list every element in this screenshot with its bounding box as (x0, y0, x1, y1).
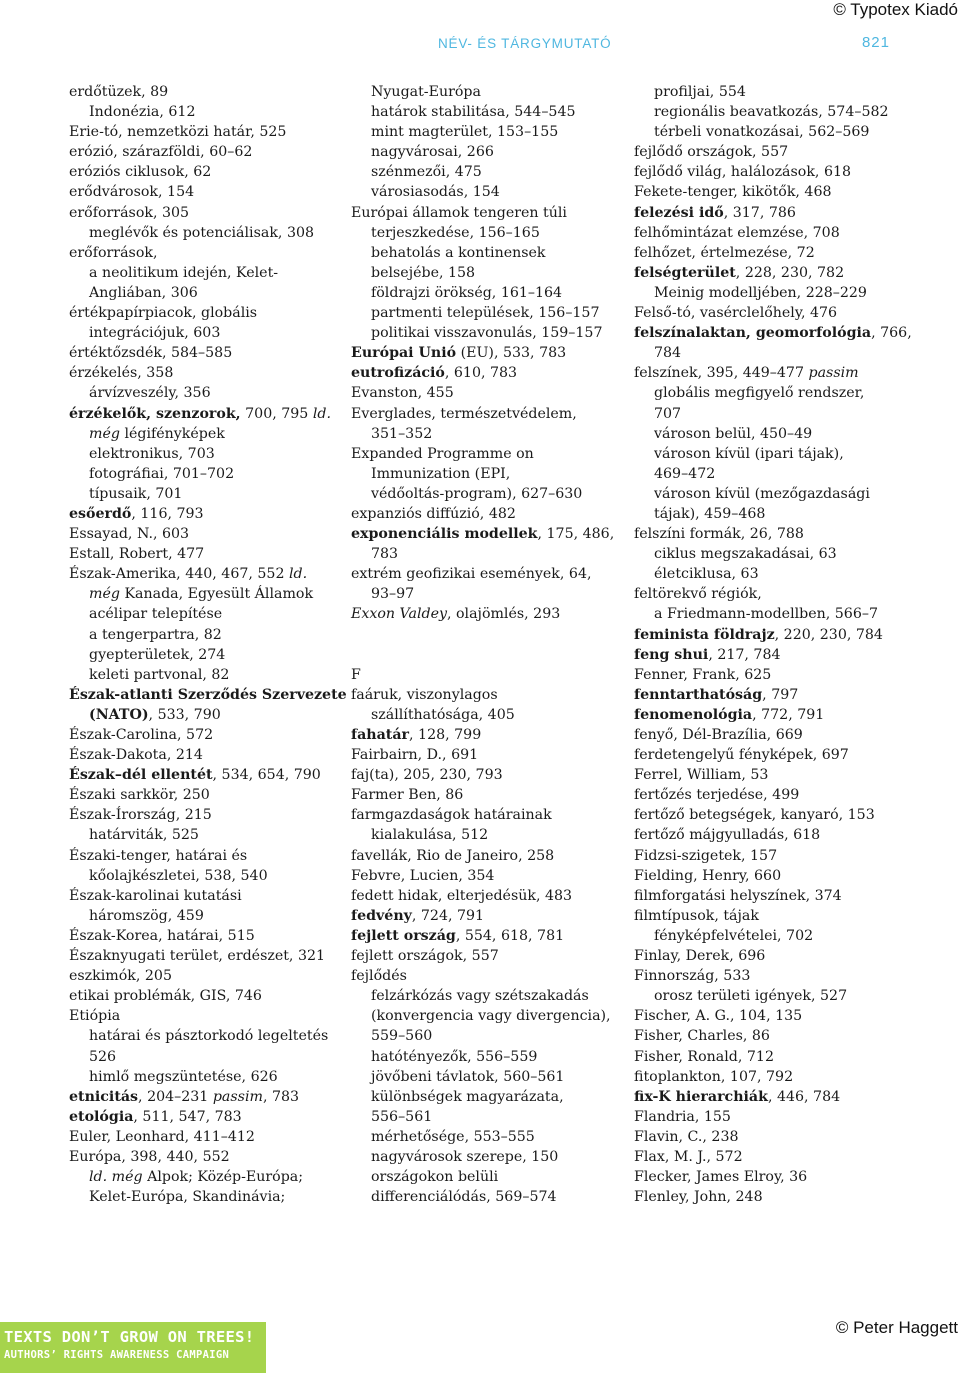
index-entry: Expanded Programme on (351, 445, 534, 462)
entry-text: , 175, 486, (537, 526, 615, 543)
index-subentry: partmenti települések, 156–157 (371, 305, 600, 322)
index-entry (351, 926, 616, 946)
index-entry (351, 906, 616, 926)
entry-text: , 128, 799 (409, 727, 482, 743)
index-entry: filmforgatási helyszínek, 374 (634, 887, 842, 904)
entry-text: etnicitás (69, 1088, 139, 1105)
index-entry: favellák, Rio de Janeiro, 258 (351, 847, 555, 864)
index-entry: Fisher, Ronald, 712 (634, 1048, 774, 1065)
index-entry (69, 404, 334, 424)
index-subentry: kialakulása, 512 (371, 827, 489, 844)
index-subentry (69, 705, 334, 725)
index-entry: fitoplankton, 107, 792 (634, 1068, 794, 1085)
entry-text: Észak–dél ellentét (69, 767, 213, 784)
index-subentry: felzárkózás vagy szétszakadás (371, 988, 589, 1005)
entry-text: (NATO) (89, 706, 149, 723)
index-entry: Finlay, Derek, 696 (634, 948, 766, 965)
index-subentry: különbségek magyarázata, (371, 1088, 564, 1105)
index-subentry: differenciálódás, 569–574 (371, 1189, 557, 1206)
entry-text: exponenciális modellek (351, 526, 538, 543)
entry-text: fenntarthatóság (634, 686, 763, 703)
entry-text: még (89, 425, 120, 442)
index-entry: eróziós ciklusok, 62 (69, 164, 212, 181)
index-entry: erdőtüzek, 89 (69, 84, 169, 100)
index-entry (351, 604, 616, 624)
index-entry: Észak-karolinai kutatási (69, 887, 242, 904)
index-subentry: (konvergencia vagy divergencia), (371, 1008, 611, 1025)
index-entry: Fekete-tenger, kikötők, 468 (634, 184, 832, 201)
index-subentry: gyepterületek, 274 (89, 646, 226, 663)
index-entry: felhőmintázat elemzése, 708 (634, 224, 840, 241)
page-number: 821 (861, 34, 890, 51)
index-entry: Flax, M. J., 572 (634, 1148, 743, 1165)
index-subentry: globális megfigyelő rendszer, (654, 385, 865, 402)
index-entry: expanziós diffúzió, 482 (351, 505, 516, 522)
entry-text: légifényképek (119, 425, 225, 442)
index-entry (69, 1087, 334, 1107)
index-subentry: 526 (89, 1048, 117, 1065)
entry-text: , 772, 791 (752, 706, 825, 723)
index-entry: Északnyugati terület, erdészet, 321 (69, 948, 326, 965)
index-column-2 (351, 82, 616, 1207)
entry-text: , 533, 790 (148, 706, 221, 723)
index-entry (634, 705, 899, 725)
entry-text: érzékelők, szenzorok, (69, 405, 241, 422)
index-subentry: határok stabilitása, 544–545 (371, 104, 576, 121)
index-subentry: típusaik, 701 (89, 485, 183, 502)
index-entry: Finnország, 533 (634, 968, 751, 985)
index-subentry: integrációjuk, 603 (89, 325, 221, 342)
index-subentry: a Friedmann-modellben, 566–7 (654, 606, 878, 623)
index-subentry: 783 (371, 546, 399, 563)
entry-text: , 766, (871, 325, 912, 342)
index-subentry: regionális beavatkozás, 574–582 (654, 104, 889, 121)
entry-text: felségterület (634, 264, 736, 281)
entry-text: , 797 (762, 686, 799, 703)
index-subentry: Nyugat-Európa (371, 84, 481, 100)
index-subentry: behatolás a kontinensek (371, 244, 546, 261)
index-entry (69, 765, 334, 785)
index-entry: Észak-Carolina, 572 (69, 727, 214, 743)
index-subentry: kőolajkészletei, 538, 540 (89, 867, 268, 884)
index-entry: Észak-Korea, határai, 515 (69, 927, 255, 944)
index-subentry: keleti partvonal, 82 (89, 666, 230, 683)
index-entry: értéktőzsdék, 584–585 (69, 345, 233, 362)
index-entry: Európai államok tengeren túli (351, 204, 567, 221)
index-entry: ferdetengelyű fényképek, 697 (634, 747, 849, 764)
entry-text: (EU), 533, 783 (456, 345, 567, 362)
running-head: NÉV- ÉS TÁRGYMUTATÓ (438, 36, 612, 51)
index-entry: Fidzsi-szigetek, 157 (634, 847, 778, 864)
index-entry: etikai problémák, GIS, 746 (69, 988, 262, 1005)
index-entry: fertőző májgyulladás, 618 (634, 827, 821, 844)
index-entry: erőforrások, (69, 244, 158, 261)
index-subentry: határviták, 525 (89, 827, 199, 844)
index-entry (69, 504, 334, 524)
index-entry: fertőző betegségek, kanyaró, 153 (634, 807, 875, 824)
index-subentry (69, 1167, 334, 1187)
index-subentry: 469–472 (654, 465, 716, 482)
entry-text: , 511, 547, 783 (133, 1108, 242, 1125)
entry-text: Alpok; Közép-Európa; (142, 1169, 304, 1186)
index-entry: erőforrások, 305 (69, 204, 190, 221)
index-entry (634, 203, 899, 223)
entry-text: , 204–231 (138, 1088, 213, 1105)
index-subentry: Meinig modelljében, 228–229 (654, 284, 867, 301)
index-entry: fedett hidak, elterjedésük, 483 (351, 887, 573, 904)
index-subentry (69, 424, 334, 444)
index-subentry: a tengerpartra, 82 (89, 626, 222, 643)
index-subentry: Immunization (EPI, (371, 465, 511, 482)
entry-text: fix-K hierarchiák (634, 1088, 768, 1105)
entry-text: ld. (312, 405, 331, 422)
entry-text: felszínalaktan, geomorfológia (634, 325, 872, 342)
index-entry: Estall, Robert, 477 (69, 546, 205, 563)
entry-text: , 783 (262, 1088, 300, 1105)
index-subentry: Angliában, 306 (89, 284, 198, 301)
index-subentry: földrajzi örökség, 161–164 (371, 284, 563, 301)
index-entry: fenyő, Dél-Brazília, 669 (634, 727, 803, 743)
index-subentry: jövőbeni távlatok, 560–561 (371, 1068, 565, 1085)
index-subentry: 707 (654, 405, 682, 422)
index-entry: Essayad, N., 603 (69, 526, 190, 543)
index-subentry: hatótényezők, 556–559 (371, 1048, 538, 1065)
index-entry (69, 685, 347, 705)
entry-text: eutrofizáció (351, 365, 445, 382)
banner-slogan: TEXTS DON’T GROW ON TREES! (4, 1328, 255, 1346)
index-subentry: a neolitikum idején, Kelet- (89, 264, 279, 281)
entry-text: ld. még (89, 1169, 143, 1186)
index-entry (351, 343, 616, 363)
index-entry: Farmer Ben, 86 (351, 787, 464, 804)
index-entry: Fenner, Frank, 625 (634, 666, 772, 683)
index-subentry (69, 584, 334, 604)
entry-text: feng shui (634, 646, 709, 663)
index-subentry: fényképfelvételei, 702 (654, 927, 814, 944)
index-subentry: himlő megszüntetése, 626 (89, 1068, 278, 1085)
index-subentry: Indonézia, 612 (89, 104, 196, 121)
index-subentry: városon kívül (mezőgazdasági (654, 485, 870, 502)
banner-subtitle: AUTHORS’ RIGHTS AWARENESS CAMPAIGN (4, 1349, 230, 1361)
index-entry: értékpapírpiacok, globális (69, 305, 258, 322)
entry-text: Észak-Amerika, 440, 467, 552 (69, 566, 289, 583)
entry-text: , 610, 783 (444, 365, 518, 382)
entry-text: Észak-atlanti Szerződés Szervezete (69, 686, 347, 703)
index-subentry: térbeli vonatkozásai, 562–569 (654, 124, 870, 141)
index-subentry: profiljai, 554 (654, 84, 746, 100)
index-entry: fejlődés (351, 968, 407, 985)
index-entry (634, 625, 899, 645)
index-entry (634, 323, 912, 343)
entry-text: esőerdő (69, 505, 132, 522)
entry-text: fedvény (351, 907, 412, 924)
index-entry: Észak-Írország, 215 (69, 807, 212, 824)
entry-text: etológia (69, 1108, 134, 1125)
entry-text: fejlett ország (351, 927, 456, 944)
entry-text: , 534, 654, 790 (212, 767, 321, 784)
index-entry: farmgazdaságok határainak (351, 807, 552, 824)
index-subentry: mint magterület, 153–155 (371, 124, 559, 141)
author-copyright: © Peter Haggett (835, 1318, 958, 1337)
entry-text: , olajömlés, 293 (446, 606, 561, 623)
index-entry (634, 263, 899, 283)
index-subentry: politikai visszavonulás, 159–157 (371, 325, 603, 342)
index-entry: Ferrel, William, 53 (634, 767, 769, 784)
entry-text: még (89, 586, 120, 603)
publisher-copyright: © Typotex Kiadó (833, 0, 958, 19)
index-entry: fejlődő országok, 557 (634, 144, 789, 161)
entry-text: ld. (289, 566, 308, 583)
index-entry (351, 363, 616, 383)
entry-text: passim (808, 365, 859, 382)
index-spacer (351, 625, 616, 645)
index-subentry: belsejébe, 158 (371, 264, 476, 281)
entry-text: , 317, 786 (723, 204, 796, 221)
index-subentry: terjeszkedése, 156–165 (371, 224, 540, 241)
index-subentry: 93–97 (371, 586, 415, 603)
entry-text: , 554, 618, 781 (455, 927, 565, 944)
index-entry: eszkimók, 205 (69, 968, 172, 985)
index-subentry: meglévők és potenciálisak, 308 (89, 224, 315, 241)
entry-text: 700, 795 (240, 405, 313, 422)
index-entry (69, 1107, 334, 1127)
entry-text: fenomenológia (634, 706, 753, 723)
index-entry: Fisher, Charles, 86 (634, 1028, 770, 1045)
index-subentry: városiasodás, 154 (371, 184, 500, 201)
entry-text: , 228, 230, 782 (735, 264, 845, 281)
index-subentry: ciklus megszakadásai, 63 (654, 546, 837, 563)
index-entry (634, 1087, 899, 1107)
index-entry (634, 645, 899, 665)
index-entry: filmtípusok, tájak (634, 907, 759, 924)
index-entry: Flandria, 155 (634, 1108, 731, 1125)
index-entry: Fielding, Henry, 660 (634, 867, 782, 884)
index-subentry: városon kívül (ipari tájak), (654, 445, 844, 462)
index-entry: Fischer, A. G., 104, 135 (634, 1008, 803, 1025)
index-entry (634, 685, 899, 705)
index-entry: faj(ta), 205, 230, 793 (351, 767, 503, 784)
index-spacer (351, 645, 616, 665)
index-entry: feltörekvő régiók, (634, 586, 762, 603)
index-column-3 (634, 82, 912, 1207)
index-column-1 (69, 82, 347, 1207)
entry-text: Európai Unió (351, 345, 457, 362)
index-subentry: acélipar telepítése (89, 606, 223, 623)
index-entry (351, 725, 616, 745)
entry-text: Kanada, Egyesült Államok (119, 586, 314, 603)
entry-text: felezési idő (634, 204, 724, 221)
campaign-banner (0, 1322, 266, 1373)
index-entry: faáruk, viszonylagos (351, 686, 498, 703)
entry-text: feminista földrajz (634, 626, 775, 643)
index-subentry: határai és pásztorkodó legeltetés (89, 1028, 329, 1045)
index-entry: Erie-tó, nemzetközi határ, 525 (69, 124, 287, 141)
index-subentry: 351–352 (371, 425, 433, 442)
entry-text: passim (212, 1088, 263, 1105)
entry-text: , 217, 784 (708, 646, 781, 663)
index-entry: F (351, 666, 361, 683)
index-entry: fejlődő világ, halálozások, 618 (634, 164, 852, 181)
entry-text: , 446, 784 (767, 1088, 841, 1105)
index-subentry: orosz területi igények, 527 (654, 988, 848, 1005)
index-entry: felszíni formák, 26, 788 (634, 526, 804, 543)
index-subentry: 559–560 (371, 1028, 433, 1045)
index-subentry: háromszög, 459 (89, 907, 204, 924)
index-entry: erózió, szárazföldi, 60–62 (69, 144, 253, 161)
index-entry: Flecker, James Elroy, 36 (634, 1169, 808, 1186)
index-entry (634, 363, 899, 383)
index-subentry: árvízveszély, 356 (89, 385, 211, 402)
entry-text: felszínek, 395, 449–477 (634, 365, 809, 382)
index-subentry: nagyvárosok szerepe, 150 (371, 1148, 559, 1165)
index-subentry: Kelet-Európa, Skandinávia; (89, 1189, 286, 1206)
index-subentry: szénmezői, 475 (371, 164, 482, 181)
index-entry: Északi sarkkör, 250 (69, 787, 210, 804)
index-entry: felhőzet, értelmezése, 72 (634, 244, 815, 261)
index-subentry: városon belül, 450–49 (654, 425, 813, 442)
index-entry: fejlett országok, 557 (351, 948, 499, 965)
index-entry: Evanston, 455 (351, 385, 454, 402)
entry-text: fahatár (351, 727, 410, 743)
index-entry: extrém geofizikai események, 64, (351, 566, 592, 583)
index-entry: fertőzés terjedése, 499 (634, 787, 800, 804)
index-entry: Flenley, John, 248 (634, 1189, 763, 1206)
index-entry: érzékelés, 358 (69, 365, 174, 382)
index-subentry: szállíthatósága, 405 (371, 706, 515, 723)
index-subentry: elektronikus, 703 (89, 445, 215, 462)
index-entry: Euler, Leonhard, 411–412 (69, 1128, 255, 1145)
index-subentry: életciklusa, 63 (654, 566, 759, 583)
index-entry: Everglades, természetvédelem, (351, 405, 577, 422)
index-entry: Flavin, C., 238 (634, 1128, 739, 1145)
index-entry: erődvárosok, 154 (69, 184, 195, 201)
index-entry: Európa, 398, 440, 552 (69, 1148, 230, 1165)
index-subentry: nagyvárosai, 266 (371, 144, 494, 161)
index-entry (351, 524, 616, 544)
index-entry: Febvre, Lucien, 354 (351, 867, 495, 884)
index-subentry: 556–561 (371, 1108, 433, 1125)
index-entry: Felső-tó, vasérclelőhely, 476 (634, 305, 838, 322)
index-entry: Fairbairn, D., 691 (351, 747, 479, 764)
index-entry: Etiópia (69, 1008, 121, 1025)
index-subentry: országokon belüli (371, 1169, 499, 1186)
entry-text: Exxon Valdey (351, 606, 447, 623)
index-entry: Észak-Dakota, 214 (69, 747, 203, 764)
entry-text: , 220, 230, 784 (774, 626, 883, 643)
index-subentry: tájak), 459–468 (654, 505, 766, 522)
index-subentry: mérhetősége, 553–555 (371, 1128, 535, 1145)
index-subentry: 784 (654, 345, 682, 362)
index-subentry: védőoltás-program), 627–630 (371, 485, 583, 502)
index-entry: Északi-tenger, határai és (69, 847, 248, 864)
entry-text: , 116, 793 (131, 505, 204, 522)
index-subentry: fotográfiai, 701–702 (89, 465, 235, 482)
entry-text: , 724, 791 (411, 907, 485, 924)
index-entry (69, 564, 334, 584)
